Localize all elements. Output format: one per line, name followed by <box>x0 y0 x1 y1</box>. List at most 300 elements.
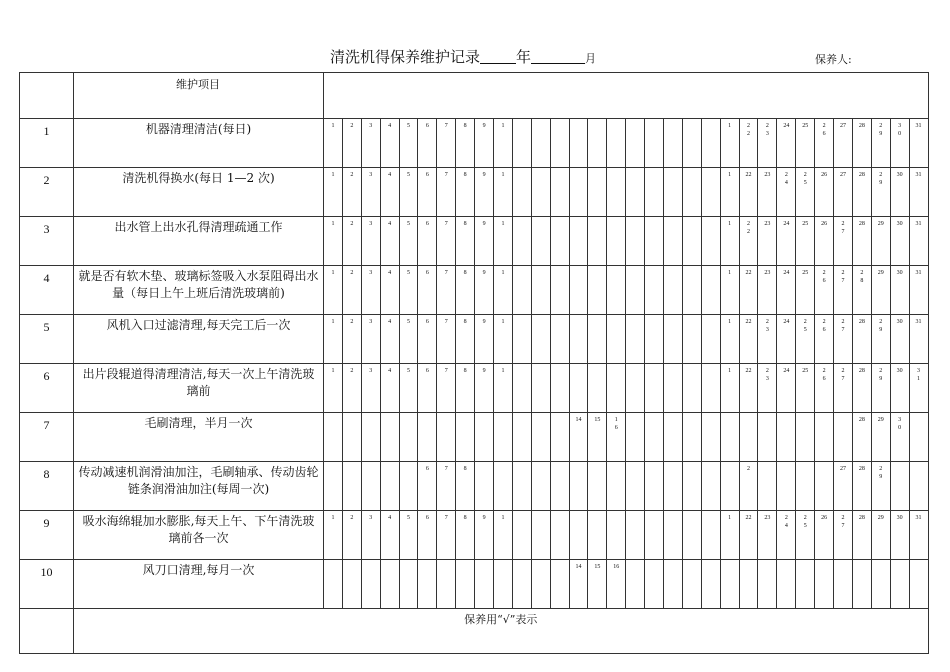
day-cell[interactable]: 2 4 <box>777 511 796 560</box>
day-cell[interactable] <box>701 413 720 462</box>
day-cell[interactable] <box>626 217 645 266</box>
day-cell[interactable]: 26 <box>815 168 834 217</box>
day-cell[interactable] <box>815 462 834 511</box>
day-cell[interactable]: 4 <box>380 217 399 266</box>
day-cell[interactable] <box>701 168 720 217</box>
day-cell[interactable] <box>512 119 531 168</box>
day-cell[interactable]: 5 <box>399 119 418 168</box>
day-cell[interactable] <box>550 560 569 609</box>
day-cell[interactable]: 2 <box>739 462 758 511</box>
day-cell[interactable]: 25 <box>796 364 815 413</box>
day-cell[interactable] <box>361 462 380 511</box>
day-cell[interactable] <box>739 560 758 609</box>
day-cell[interactable] <box>494 462 513 511</box>
day-cell[interactable]: 8 <box>456 315 475 364</box>
day-cell[interactable]: 28 <box>852 119 871 168</box>
day-cell[interactable] <box>645 364 664 413</box>
day-cell[interactable] <box>777 413 796 462</box>
day-cell[interactable] <box>588 364 607 413</box>
day-cell[interactable]: 2 7 <box>834 364 853 413</box>
day-cell[interactable]: 30 <box>890 511 909 560</box>
day-cell[interactable] <box>777 560 796 609</box>
day-cell[interactable] <box>569 266 588 315</box>
day-cell[interactable]: 28 <box>852 462 871 511</box>
day-cell[interactable]: 3 <box>361 315 380 364</box>
day-cell[interactable] <box>550 168 569 217</box>
day-cell[interactable]: 7 <box>437 266 456 315</box>
day-cell[interactable]: 3 0 <box>890 119 909 168</box>
day-cell[interactable] <box>682 217 701 266</box>
day-cell[interactable] <box>701 364 720 413</box>
day-cell[interactable]: 5 <box>399 364 418 413</box>
day-cell[interactable] <box>777 462 796 511</box>
day-cell[interactable]: 9 <box>475 266 494 315</box>
day-cell[interactable] <box>512 168 531 217</box>
day-cell[interactable] <box>569 315 588 364</box>
day-cell[interactable]: 5 <box>399 266 418 315</box>
day-cell[interactable] <box>626 266 645 315</box>
day-cell[interactable]: 2 9 <box>871 119 890 168</box>
day-cell[interactable] <box>664 315 683 364</box>
day-cell[interactable]: 2 <box>342 168 361 217</box>
day-cell[interactable] <box>701 266 720 315</box>
day-cell[interactable]: 2 <box>342 364 361 413</box>
day-cell[interactable]: 2 3 <box>758 364 777 413</box>
day-cell[interactable] <box>456 413 475 462</box>
day-cell[interactable]: 1 <box>324 119 343 168</box>
day-cell[interactable]: 1 <box>494 511 513 560</box>
day-cell[interactable]: 9 <box>475 315 494 364</box>
day-cell[interactable]: 15 <box>588 560 607 609</box>
day-cell[interactable]: 22 <box>739 266 758 315</box>
day-cell[interactable]: 1 <box>494 364 513 413</box>
day-cell[interactable] <box>626 168 645 217</box>
day-cell[interactable]: 2 <box>342 217 361 266</box>
day-cell[interactable] <box>664 266 683 315</box>
day-cell[interactable]: 26 <box>815 511 834 560</box>
day-cell[interactable]: 2 <box>342 511 361 560</box>
day-cell[interactable] <box>418 560 437 609</box>
day-cell[interactable] <box>531 217 550 266</box>
day-cell[interactable]: 22 <box>739 364 758 413</box>
day-cell[interactable] <box>418 413 437 462</box>
day-cell[interactable] <box>342 413 361 462</box>
day-cell[interactable]: 1 <box>494 266 513 315</box>
day-cell[interactable]: 2 9 <box>871 315 890 364</box>
day-cell[interactable] <box>588 266 607 315</box>
day-cell[interactable]: 2 <box>342 315 361 364</box>
day-cell[interactable]: 7 <box>437 168 456 217</box>
day-cell[interactable] <box>531 119 550 168</box>
day-cell[interactable] <box>512 266 531 315</box>
day-cell[interactable]: 2 6 <box>815 315 834 364</box>
day-cell[interactable]: 2 9 <box>871 168 890 217</box>
day-cell[interactable] <box>531 168 550 217</box>
day-cell[interactable]: 28 <box>852 511 871 560</box>
day-cell[interactable] <box>607 511 626 560</box>
day-cell[interactable] <box>380 560 399 609</box>
day-cell[interactable]: 1 <box>324 315 343 364</box>
day-cell[interactable] <box>607 217 626 266</box>
day-cell[interactable]: 2 5 <box>796 168 815 217</box>
day-cell[interactable] <box>645 266 664 315</box>
day-cell[interactable]: 28 <box>852 217 871 266</box>
day-cell[interactable]: 23 <box>758 266 777 315</box>
day-cell[interactable] <box>607 266 626 315</box>
day-cell[interactable] <box>512 560 531 609</box>
day-cell[interactable]: 2 3 <box>758 119 777 168</box>
day-cell[interactable] <box>324 462 343 511</box>
day-cell[interactable]: 14 <box>569 413 588 462</box>
day-cell[interactable]: 6 <box>418 364 437 413</box>
day-cell[interactable] <box>626 413 645 462</box>
day-cell[interactable] <box>682 315 701 364</box>
day-cell[interactable]: 3 <box>361 217 380 266</box>
day-cell[interactable]: 2 3 <box>758 315 777 364</box>
day-cell[interactable]: 2 7 <box>834 511 853 560</box>
day-cell[interactable]: 1 <box>494 168 513 217</box>
day-cell[interactable] <box>664 462 683 511</box>
day-cell[interactable] <box>645 315 664 364</box>
day-cell[interactable] <box>380 413 399 462</box>
day-cell[interactable] <box>569 217 588 266</box>
day-cell[interactable] <box>682 168 701 217</box>
day-cell[interactable]: 1 <box>494 217 513 266</box>
day-cell[interactable]: 1 <box>720 364 739 413</box>
day-cell[interactable] <box>682 266 701 315</box>
day-cell[interactable]: 22 <box>739 315 758 364</box>
day-cell[interactable]: 15 <box>588 413 607 462</box>
day-cell[interactable]: 5 <box>399 217 418 266</box>
day-cell[interactable] <box>664 217 683 266</box>
day-cell[interactable] <box>626 119 645 168</box>
day-cell[interactable] <box>909 462 928 511</box>
day-cell[interactable]: 29 <box>871 266 890 315</box>
year-blank[interactable] <box>480 49 516 64</box>
day-cell[interactable]: 1 <box>720 511 739 560</box>
day-cell[interactable] <box>607 315 626 364</box>
day-cell[interactable] <box>550 315 569 364</box>
day-cell[interactable] <box>720 462 739 511</box>
day-cell[interactable] <box>682 413 701 462</box>
day-cell[interactable]: 4 <box>380 168 399 217</box>
day-cell[interactable]: 30 <box>890 217 909 266</box>
day-cell[interactable]: 6 <box>418 119 437 168</box>
day-cell[interactable] <box>645 119 664 168</box>
day-cell[interactable]: 2 <box>342 266 361 315</box>
day-cell[interactable]: 7 <box>437 119 456 168</box>
day-cell[interactable] <box>682 511 701 560</box>
day-cell[interactable] <box>531 266 550 315</box>
day-cell[interactable]: 2 8 <box>852 266 871 315</box>
day-cell[interactable]: 3 <box>361 511 380 560</box>
day-cell[interactable] <box>399 413 418 462</box>
day-cell[interactable] <box>739 413 758 462</box>
day-cell[interactable]: 2 7 <box>834 266 853 315</box>
day-cell[interactable] <box>720 413 739 462</box>
day-cell[interactable]: 6 <box>418 266 437 315</box>
day-cell[interactable] <box>815 560 834 609</box>
day-cell[interactable] <box>720 560 739 609</box>
day-cell[interactable]: 7 <box>437 315 456 364</box>
day-cell[interactable] <box>758 462 777 511</box>
day-cell[interactable]: 24 <box>777 364 796 413</box>
day-cell[interactable] <box>437 560 456 609</box>
day-cell[interactable]: 8 <box>456 217 475 266</box>
day-cell[interactable] <box>852 560 871 609</box>
day-cell[interactable] <box>588 511 607 560</box>
day-cell[interactable]: 1 <box>324 217 343 266</box>
day-cell[interactable]: 2 4 <box>777 168 796 217</box>
day-cell[interactable]: 27 <box>834 119 853 168</box>
day-cell[interactable]: 1 <box>324 168 343 217</box>
day-cell[interactable]: 1 <box>720 168 739 217</box>
day-cell[interactable] <box>645 511 664 560</box>
day-cell[interactable]: 27 <box>834 462 853 511</box>
day-cell[interactable]: 27 <box>834 168 853 217</box>
day-cell[interactable]: 3 1 <box>909 364 928 413</box>
day-cell[interactable] <box>701 315 720 364</box>
day-cell[interactable]: 8 <box>456 511 475 560</box>
day-cell[interactable] <box>456 560 475 609</box>
day-cell[interactable]: 2 7 <box>834 315 853 364</box>
day-cell[interactable]: 3 <box>361 266 380 315</box>
day-cell[interactable] <box>645 217 664 266</box>
day-cell[interactable]: 9 <box>475 511 494 560</box>
day-cell[interactable]: 2 2 <box>739 217 758 266</box>
day-cell[interactable]: 31 <box>909 266 928 315</box>
day-cell[interactable]: 16 <box>607 560 626 609</box>
day-cell[interactable]: 1 <box>720 119 739 168</box>
day-cell[interactable] <box>664 168 683 217</box>
day-cell[interactable] <box>607 462 626 511</box>
day-cell[interactable] <box>512 511 531 560</box>
day-cell[interactable] <box>475 413 494 462</box>
day-cell[interactable]: 7 <box>437 217 456 266</box>
day-cell[interactable] <box>701 462 720 511</box>
day-cell[interactable]: 28 <box>852 168 871 217</box>
day-cell[interactable]: 1 <box>324 364 343 413</box>
day-cell[interactable] <box>380 462 399 511</box>
day-cell[interactable]: 5 <box>399 315 418 364</box>
day-cell[interactable] <box>550 511 569 560</box>
day-cell[interactable] <box>324 560 343 609</box>
day-cell[interactable]: 4 <box>380 364 399 413</box>
day-cell[interactable]: 31 <box>909 168 928 217</box>
day-cell[interactable]: 1 <box>720 217 739 266</box>
day-cell[interactable]: 2 5 <box>796 315 815 364</box>
day-cell[interactable] <box>664 560 683 609</box>
day-cell[interactable] <box>701 560 720 609</box>
day-cell[interactable] <box>494 560 513 609</box>
day-cell[interactable]: 22 <box>739 168 758 217</box>
day-cell[interactable] <box>682 560 701 609</box>
day-cell[interactable]: 2 6 <box>815 119 834 168</box>
day-cell[interactable] <box>815 413 834 462</box>
day-cell[interactable]: 28 <box>852 315 871 364</box>
day-cell[interactable]: 23 <box>758 217 777 266</box>
day-cell[interactable]: 30 <box>890 315 909 364</box>
day-cell[interactable] <box>607 119 626 168</box>
day-cell[interactable]: 22 <box>739 511 758 560</box>
day-cell[interactable] <box>645 462 664 511</box>
day-cell[interactable] <box>682 364 701 413</box>
day-cell[interactable]: 1 <box>720 266 739 315</box>
day-cell[interactable]: 1 6 <box>607 413 626 462</box>
day-cell[interactable] <box>512 217 531 266</box>
day-cell[interactable]: 23 <box>758 511 777 560</box>
day-cell[interactable] <box>645 413 664 462</box>
day-cell[interactable]: 7 <box>437 462 456 511</box>
day-cell[interactable]: 7 <box>437 364 456 413</box>
day-cell[interactable]: 25 <box>796 266 815 315</box>
day-cell[interactable] <box>531 364 550 413</box>
day-cell[interactable]: 31 <box>909 119 928 168</box>
day-cell[interactable] <box>682 119 701 168</box>
day-cell[interactable]: 28 <box>852 413 871 462</box>
day-cell[interactable]: 26 <box>815 217 834 266</box>
day-cell[interactable]: 9 <box>475 168 494 217</box>
day-cell[interactable]: 8 <box>456 364 475 413</box>
day-cell[interactable]: 6 <box>418 217 437 266</box>
day-cell[interactable]: 8 <box>456 119 475 168</box>
day-cell[interactable]: 30 <box>890 168 909 217</box>
day-cell[interactable] <box>342 462 361 511</box>
day-cell[interactable]: 2 <box>342 119 361 168</box>
day-cell[interactable]: 9 <box>475 364 494 413</box>
day-cell[interactable] <box>569 511 588 560</box>
day-cell[interactable] <box>834 413 853 462</box>
day-cell[interactable] <box>399 560 418 609</box>
day-cell[interactable] <box>531 462 550 511</box>
day-cell[interactable] <box>512 413 531 462</box>
day-cell[interactable] <box>701 217 720 266</box>
day-cell[interactable]: 8 <box>456 168 475 217</box>
day-cell[interactable]: 1 <box>324 511 343 560</box>
day-cell[interactable]: 25 <box>796 119 815 168</box>
day-cell[interactable] <box>626 511 645 560</box>
day-cell[interactable]: 29 <box>871 217 890 266</box>
day-cell[interactable]: 4 <box>380 511 399 560</box>
day-cell[interactable]: 2 6 <box>815 266 834 315</box>
day-cell[interactable] <box>399 462 418 511</box>
day-cell[interactable] <box>361 560 380 609</box>
day-cell[interactable] <box>342 560 361 609</box>
day-cell[interactable] <box>758 413 777 462</box>
day-cell[interactable] <box>494 413 513 462</box>
day-cell[interactable] <box>550 119 569 168</box>
day-cell[interactable] <box>550 413 569 462</box>
day-cell[interactable] <box>550 364 569 413</box>
day-cell[interactable]: 3 0 <box>890 413 909 462</box>
day-cell[interactable] <box>569 119 588 168</box>
day-cell[interactable]: 30 <box>890 364 909 413</box>
day-cell[interactable] <box>626 364 645 413</box>
day-cell[interactable] <box>834 560 853 609</box>
day-cell[interactable]: 2 6 <box>815 364 834 413</box>
day-cell[interactable]: 31 <box>909 511 928 560</box>
day-cell[interactable]: 29 <box>871 413 890 462</box>
day-cell[interactable]: 6 <box>418 168 437 217</box>
day-cell[interactable] <box>645 560 664 609</box>
day-cell[interactable] <box>909 560 928 609</box>
day-cell[interactable] <box>531 560 550 609</box>
day-cell[interactable]: 6 <box>418 315 437 364</box>
day-cell[interactable] <box>701 511 720 560</box>
day-cell[interactable] <box>626 315 645 364</box>
day-cell[interactable]: 9 <box>475 119 494 168</box>
day-cell[interactable]: 9 <box>475 217 494 266</box>
day-cell[interactable]: 31 <box>909 217 928 266</box>
day-cell[interactable]: 30 <box>890 266 909 315</box>
day-cell[interactable]: 1 <box>494 119 513 168</box>
day-cell[interactable]: 24 <box>777 266 796 315</box>
day-cell[interactable]: 7 <box>437 511 456 560</box>
day-cell[interactable] <box>531 315 550 364</box>
day-cell[interactable] <box>588 119 607 168</box>
day-cell[interactable]: 6 <box>418 462 437 511</box>
day-cell[interactable]: 3 <box>361 168 380 217</box>
day-cell[interactable] <box>664 364 683 413</box>
day-cell[interactable]: 8 <box>456 462 475 511</box>
day-cell[interactable]: 28 <box>852 364 871 413</box>
day-cell[interactable] <box>550 266 569 315</box>
day-cell[interactable] <box>909 413 928 462</box>
day-cell[interactable] <box>664 511 683 560</box>
day-cell[interactable]: 24 <box>777 315 796 364</box>
day-cell[interactable] <box>512 364 531 413</box>
day-cell[interactable] <box>588 168 607 217</box>
day-cell[interactable]: 1 <box>494 315 513 364</box>
day-cell[interactable] <box>607 364 626 413</box>
day-cell[interactable] <box>531 413 550 462</box>
day-cell[interactable] <box>796 413 815 462</box>
day-cell[interactable] <box>569 462 588 511</box>
day-cell[interactable] <box>758 560 777 609</box>
day-cell[interactable]: 29 <box>871 511 890 560</box>
day-cell[interactable] <box>437 413 456 462</box>
day-cell[interactable]: 2 5 <box>796 511 815 560</box>
day-cell[interactable]: 3 <box>361 119 380 168</box>
day-cell[interactable] <box>588 217 607 266</box>
day-cell[interactable]: 4 <box>380 266 399 315</box>
day-cell[interactable]: 4 <box>380 119 399 168</box>
day-cell[interactable] <box>569 364 588 413</box>
day-cell[interactable]: 23 <box>758 168 777 217</box>
day-cell[interactable]: 8 <box>456 266 475 315</box>
day-cell[interactable] <box>664 413 683 462</box>
day-cell[interactable] <box>324 413 343 462</box>
day-cell[interactable]: 3 <box>361 364 380 413</box>
day-cell[interactable] <box>701 119 720 168</box>
day-cell[interactable] <box>871 560 890 609</box>
day-cell[interactable] <box>645 168 664 217</box>
day-cell[interactable]: 14 <box>569 560 588 609</box>
day-cell[interactable] <box>796 462 815 511</box>
day-cell[interactable] <box>682 462 701 511</box>
day-cell[interactable] <box>361 413 380 462</box>
day-cell[interactable] <box>475 462 494 511</box>
day-cell[interactable] <box>531 511 550 560</box>
day-cell[interactable] <box>607 168 626 217</box>
day-cell[interactable] <box>626 462 645 511</box>
day-cell[interactable]: 2 9 <box>871 462 890 511</box>
day-cell[interactable]: 2 9 <box>871 364 890 413</box>
day-cell[interactable]: 24 <box>777 217 796 266</box>
day-cell[interactable] <box>664 119 683 168</box>
day-cell[interactable] <box>588 462 607 511</box>
day-cell[interactable] <box>626 560 645 609</box>
